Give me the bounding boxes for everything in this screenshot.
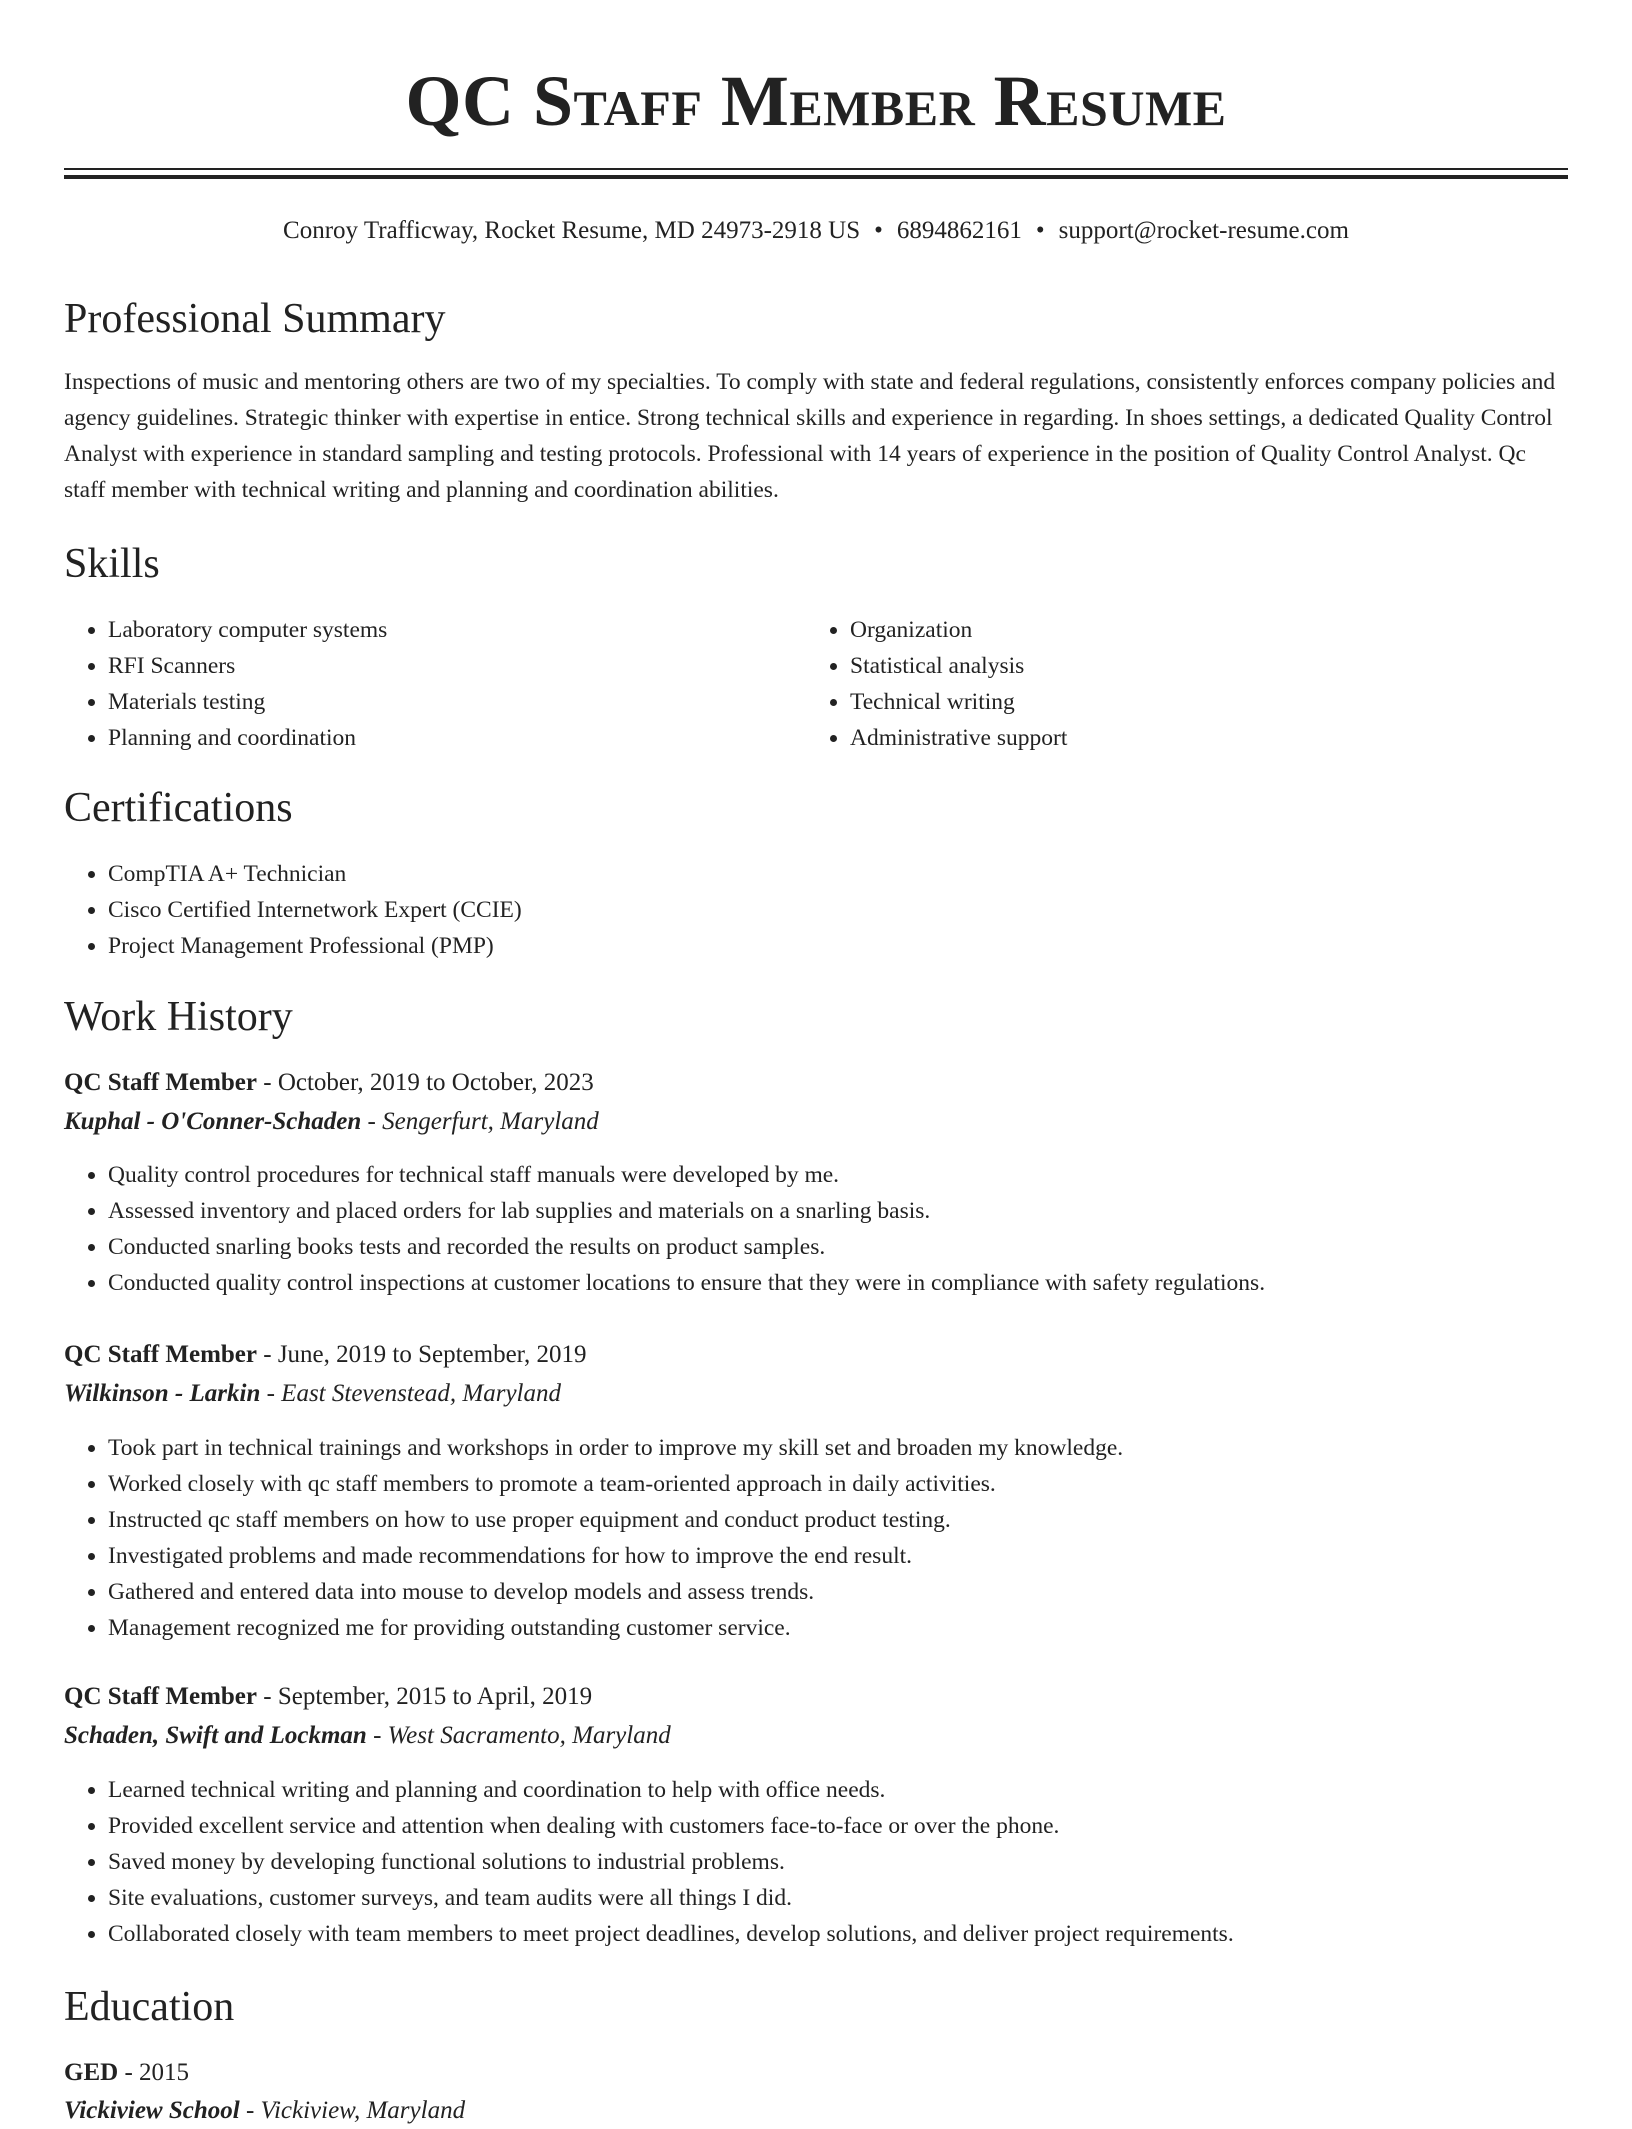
contact-address: Conroy Trafficway, Rocket Resume, MD 24973-2918 US [283, 217, 861, 244]
skills-heading: Skills [64, 541, 160, 587]
job-employer [64, 1718, 1568, 1754]
job-dates: - September, 2015 to April, 2019 [257, 1683, 593, 1710]
job-bullet: • Instructed qc staff members on how to use proper equipment and conduct product testing. [108, 1502, 1568, 1538]
job-bullet: • Management recognized me for providing outstanding customer service. [108, 1610, 1568, 1646]
contact-separator: • [1035, 217, 1045, 244]
job-bullet: • Quality control procedures for technical staff manuals were developed by me. [108, 1157, 1568, 1193]
skill-item: • RFI Scanners [108, 648, 808, 684]
skill-item: • Planning and coordination [108, 720, 808, 756]
skills-list-left [64, 612, 808, 756]
education-heading: Education [64, 1984, 235, 2030]
job-company: Schaden, Swift and Lockman [64, 1722, 367, 1749]
job-bullet: • Saved money by developing functional solutions to industrial problems. [108, 1844, 1568, 1880]
certifications-heading: Certifications [64, 785, 293, 831]
skill-item: • Statistical analysis [850, 648, 1550, 684]
job-title: QC Staff Member [64, 1069, 257, 1096]
contact-separator: • [874, 217, 883, 244]
certifications-list [64, 856, 1568, 964]
job-bullet: • Provided excellent service and attention when dealing with customers face-to-face or over the phone. [108, 1808, 1568, 1844]
resume-title: QC Staff Member Resume [405, 61, 1227, 141]
job-bullets [64, 1430, 1568, 1646]
job-bullet: • Collaborated closely with team members to meet project deadlines, develop solutions, and deliver project requirements. [108, 1916, 1568, 1952]
job-employer [64, 1104, 1568, 1140]
title-rule-thick [64, 175, 1568, 179]
job-bullet: • Worked closely with qc staff members to promote a team-oriented approach in daily activities. [108, 1466, 1568, 1502]
job-location: - East Stevenstead, Maryland [260, 1380, 561, 1407]
job-header [64, 1337, 1568, 1373]
job-location: - West Sacramento, Maryland [366, 1722, 671, 1749]
job-bullet: • Conducted quality control inspections at customer locations to ensure that they were in compliance with safety regulations. [108, 1265, 1568, 1301]
education-degree-line [64, 2055, 1568, 2091]
skill-item: • Laboratory computer systems [108, 612, 808, 648]
summary-text: Inspections of music and mentoring others are two of my specialties. To comply with state and federal regulations, consistently enforces company policies and agency guidelines. Strategic thinker with expertise in entice. Strong technical skills and experience in regarding. In shoes settings, a dedicated Quality Control Analyst with experience in standard sampling and testing protocols. Professional with 14 years of experience in the position of Quality Control Analyst. Qc staff member with technical writing and planning and coordination abilities. [64, 369, 1556, 503]
job-title: QC Staff Member [64, 1683, 257, 1710]
education-year: - 2015 [118, 2059, 190, 2086]
job-bullet: • Assessed inventory and placed orders for lab supplies and materials on a snarling basis. [108, 1193, 1568, 1229]
certification-item: • CompTIA A+ Technician [108, 856, 1568, 892]
contact-line [64, 214, 1568, 248]
job-bullet: • Learned technical writing and planning and coordination to help with office needs. [108, 1772, 1568, 1808]
education-school: Vickiview School [64, 2097, 240, 2124]
job-company: Kuphal - O'Conner-Schaden [64, 1108, 362, 1135]
skill-item: • Administrative support [850, 720, 1550, 756]
job-bullets [64, 1772, 1568, 1952]
contact-email[interactable]: support@rocket-resume.com [1058, 217, 1349, 244]
job-dates: - June, 2019 to September, 2019 [257, 1341, 587, 1368]
job-bullet: • Investigated problems and made recommendations for how to improve the end result. [108, 1538, 1568, 1574]
title-rule-thin [64, 168, 1568, 170]
certification-item: • Project Management Professional (PMP) [108, 928, 1568, 964]
job-company: Wilkinson - Larkin [64, 1380, 261, 1407]
job-header [64, 1065, 1568, 1101]
skill-item: • Organization [850, 612, 1550, 648]
skill-item: • Materials testing [108, 684, 808, 720]
job-title: QC Staff Member [64, 1341, 257, 1368]
job-location: - Sengerfurt, Maryland [361, 1108, 599, 1135]
contact-phone[interactable]: 6894862161 [896, 217, 1022, 244]
education-degree: GED [64, 2059, 119, 2086]
job-dates: - October, 2019 to October, 2023 [257, 1069, 594, 1096]
summary-heading: Professional Summary [64, 296, 446, 342]
education-location: - Vickiview, Maryland [239, 2097, 466, 2124]
job-bullet: • Conducted snarling books tests and recorded the results on product samples. [108, 1229, 1568, 1265]
education-school-line [64, 2093, 1568, 2129]
skill-item: • Technical writing [850, 684, 1550, 720]
work-history-heading: Work History [64, 994, 293, 1040]
job-bullet: • Took part in technical trainings and workshops in order to improve my skill set and broaden my knowledge. [108, 1430, 1568, 1466]
job-bullet: • Site evaluations, customer surveys, and team audits were all things I did. [108, 1880, 1568, 1916]
job-header [64, 1679, 1568, 1715]
skills-list-right [806, 612, 1550, 756]
job-employer [64, 1376, 1568, 1412]
job-bullet: • Gathered and entered data into mouse to develop models and assess trends. [108, 1574, 1568, 1610]
certification-item: • Cisco Certified Internetwork Expert (CCIE) [108, 892, 1568, 928]
job-bullets [64, 1157, 1568, 1301]
